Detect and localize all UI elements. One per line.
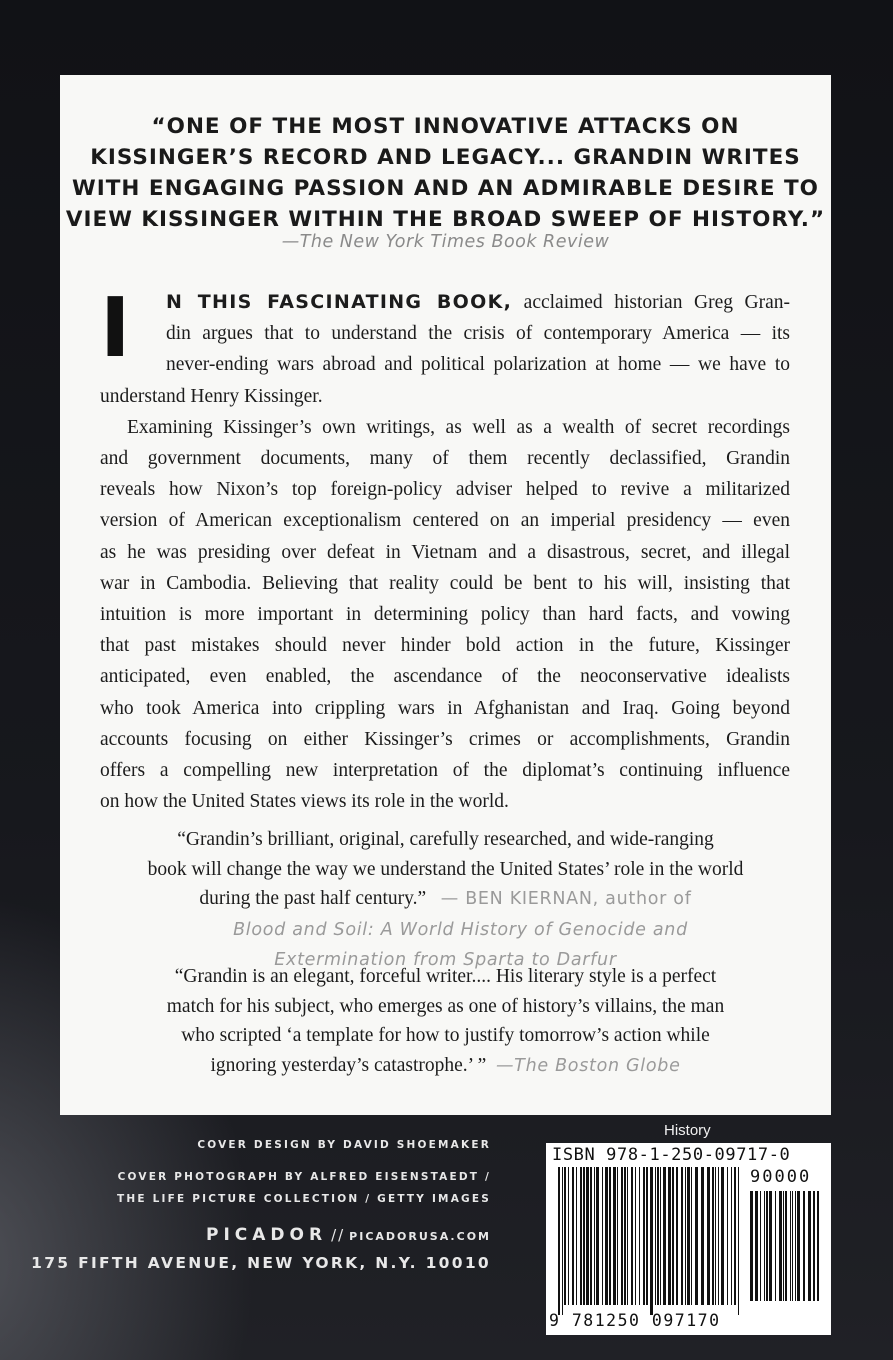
isbn-barcode [546, 1143, 831, 1335]
description-line: accounts focusing on either Kissinger’s crimes or accomplishments, Grandin [100, 728, 790, 750]
barcode-bar [613, 1167, 616, 1305]
cover-credits [117, 1134, 491, 1210]
barcode-bar [817, 1191, 819, 1301]
blurb-line: “Grandin is an elegant, forceful writer.... His literary style is a perfect [174, 966, 717, 987]
back-cover-text-panel [60, 75, 831, 1115]
isbn-number: ISBN 978-1-250-09717-0 [552, 1145, 791, 1165]
barcode-bar [783, 1191, 784, 1301]
ean-barcode-bars [558, 1167, 742, 1315]
description-line: anticipated, even enabled, the ascendance of the neoconservative idealists [100, 666, 790, 688]
barcode-bar [657, 1167, 659, 1305]
cover-photo-credit: COVER PHOTOGRAPH BY ALFRED EISENSTAEDT / [117, 1171, 491, 1183]
publisher-line [206, 1225, 491, 1245]
barcode-bar [721, 1167, 724, 1305]
barcode-bar [562, 1167, 563, 1315]
barcode-bar [764, 1191, 765, 1301]
barcode-bar [718, 1167, 719, 1305]
barcode-bar [795, 1191, 796, 1301]
barcode-bar [701, 1167, 704, 1305]
blurb-kiernan [60, 825, 831, 976]
blurb-boston-globe [60, 962, 831, 1081]
barcode-bar [808, 1191, 811, 1301]
barcode-bar [792, 1191, 793, 1301]
barcode-bar [643, 1167, 645, 1305]
barcode-bar [755, 1191, 758, 1301]
barcode-bar [635, 1167, 636, 1305]
headline-quote [60, 111, 831, 235]
barcode-bar [590, 1167, 592, 1305]
blurb-line [60, 1051, 831, 1082]
barcode-bar [687, 1167, 690, 1305]
barcode-bar [760, 1191, 761, 1301]
blurb-line [60, 884, 831, 915]
description-line: as he was presiding over defeat in Vietnam and a disastrous, secret, and illegal [100, 541, 790, 563]
description-line: offers a compelling new interpretation of the diplomat’s continuing influence [100, 760, 790, 782]
drop-cap: I [100, 281, 131, 376]
barcode-bar [605, 1167, 608, 1305]
barcode-bar [576, 1167, 577, 1305]
barcode-bar [727, 1167, 728, 1305]
description-line: din argues that to understand the crisis of contemporary America — its [166, 323, 790, 345]
description-line: Examining Kissinger’s own writings, as well as a wealth of secret recordings [127, 416, 790, 438]
description-line: reveals how Nixon’s top foreign-policy adviser helped to revive a militarized [100, 479, 790, 501]
barcode-bar [594, 1167, 595, 1305]
description-text: acclaimed historian Greg Gran- [512, 292, 790, 313]
barcode-bar [695, 1167, 698, 1305]
blurb-text: ignoring yesterday’s catastrophe.’ ” [210, 1054, 487, 1076]
barcode-bar [572, 1167, 574, 1305]
barcode-bar [602, 1167, 603, 1305]
publisher-separator: // [331, 1226, 346, 1244]
barcode-bar [785, 1191, 787, 1301]
category-label: History [664, 1122, 711, 1139]
headline-quote-line: VIEW KISSINGER WITHIN THE BROAD SWEEP OF HISTORY.” [65, 207, 826, 232]
blurb-line: who scripted ‘a template for how to justify tomorrow’s action while [181, 1025, 710, 1046]
headline-quote-line: KISSINGER’S RECORD AND LEGACY... GRANDIN WRITES [90, 145, 801, 170]
description-line: who took America into crippling wars in Afghanistan and Iraq. Going beyond [100, 697, 790, 719]
description-line: version of American exceptionalism centered on an imperial presidency — even [100, 510, 790, 532]
headline-quote-line: WITH ENGAGING PASSION AND AN ADMIRABLE DESIRE TO [72, 176, 819, 201]
blurb-text: during the past half century.” [199, 888, 427, 909]
price-code: 90000 [750, 1167, 812, 1187]
publisher-logo: PICADOR [205, 1225, 328, 1245]
barcode-bar [707, 1167, 710, 1305]
barcode-bar [583, 1167, 585, 1305]
blurb-source-line [60, 915, 831, 946]
description-line: on how the United States views its role in the world. [100, 791, 509, 813]
description-line: intuition is more important in determining policy than hard facts, and vowing [100, 604, 790, 626]
lead-in: N THIS FASCINATING BOOK, [166, 291, 513, 313]
barcode-bar [790, 1191, 791, 1301]
barcode-bar [660, 1167, 661, 1305]
barcode-bar [568, 1167, 569, 1305]
barcode-bar [750, 1191, 753, 1301]
barcode-bar [779, 1191, 782, 1301]
blurb-source: Blood and Soil: A World History of Genocide and [233, 919, 688, 940]
barcode-bar [639, 1167, 640, 1305]
description-line: understand Henry Kissinger. [100, 385, 323, 407]
barcode-bar [646, 1167, 648, 1305]
barcode-bar [712, 1167, 714, 1305]
barcode-bar [621, 1167, 623, 1305]
barcode-bar [676, 1167, 678, 1305]
barcode-bar [617, 1167, 618, 1305]
blurb-line: book will change the way we understand the United States’ role in the world [147, 858, 744, 880]
description-line: never-ending wars abroad and political polarization at home — we have to [166, 354, 790, 376]
publisher-url: PICADORUSA.COM [349, 1230, 491, 1243]
barcode-bar [797, 1191, 800, 1301]
blurb-attribution: — BEN KIERNAN, author of [440, 889, 692, 909]
description-line: that past mistakes should never hinder bold action in the future, Kissinger [100, 635, 790, 657]
barcode-bar [691, 1167, 692, 1305]
barcode-bar [715, 1167, 716, 1305]
barcode-bar [738, 1167, 739, 1315]
barcode-bar [558, 1167, 560, 1315]
barcode-bar [668, 1167, 671, 1305]
barcode-bar [655, 1167, 656, 1305]
barcode-bar [631, 1167, 633, 1305]
description-line: war in Cambodia. Believing that reality could be bent to his will, insisting that [100, 572, 790, 594]
blurb-attribution: —The Boston Globe [495, 1055, 681, 1076]
barcode-bar [650, 1167, 653, 1315]
book-description [100, 281, 790, 817]
blurb-line: “Grandin’s brilliant, original, carefully researched, and wide-ranging [177, 829, 714, 850]
barcode-bar [681, 1167, 683, 1305]
blurb-line: match for his subject, who emerges as one of history’s villains, the man [166, 995, 725, 1017]
barcode-bar [775, 1191, 776, 1301]
barcode-bar [769, 1191, 772, 1301]
blurb-source: Extermination from Sparta to Darfur [274, 950, 617, 970]
barcode-bar [685, 1167, 686, 1305]
barcode-bar [731, 1167, 732, 1305]
barcode-bar [734, 1167, 736, 1305]
headline-quote-line: “ONE OF THE MOST INNOVATIVE ATTACKS ON [151, 114, 740, 139]
barcode-bar [609, 1167, 611, 1305]
barcode-bar [596, 1167, 599, 1305]
description-line: and government documents, many of them recently declassified, Grandin [100, 448, 790, 470]
ean-number: 9 781250 097170 [549, 1311, 721, 1330]
barcode-bar [624, 1167, 626, 1305]
barcode-bar [803, 1191, 805, 1301]
barcode-bar [672, 1167, 674, 1305]
cover-photo-credit: THE LIFE PICTURE COLLECTION / GETTY IMAGES [117, 1193, 491, 1205]
barcode-bar [580, 1167, 582, 1305]
barcode-bar [627, 1167, 628, 1305]
description-line [100, 287, 790, 318]
cover-design-credit: COVER DESIGN BY DAVID SHOEMAKER [197, 1139, 491, 1151]
barcode-bar [564, 1167, 566, 1305]
barcode-bar [663, 1167, 666, 1305]
price-barcode-bars [750, 1191, 824, 1311]
headline-attribution: —The New York Times Book Review [281, 232, 610, 252]
barcode-bar [586, 1167, 589, 1305]
publisher-address: 175 FIFTH AVENUE, NEW YORK, N.Y. 10010 [31, 1254, 491, 1272]
barcode-bar [766, 1191, 768, 1301]
barcode-bar [813, 1191, 815, 1301]
